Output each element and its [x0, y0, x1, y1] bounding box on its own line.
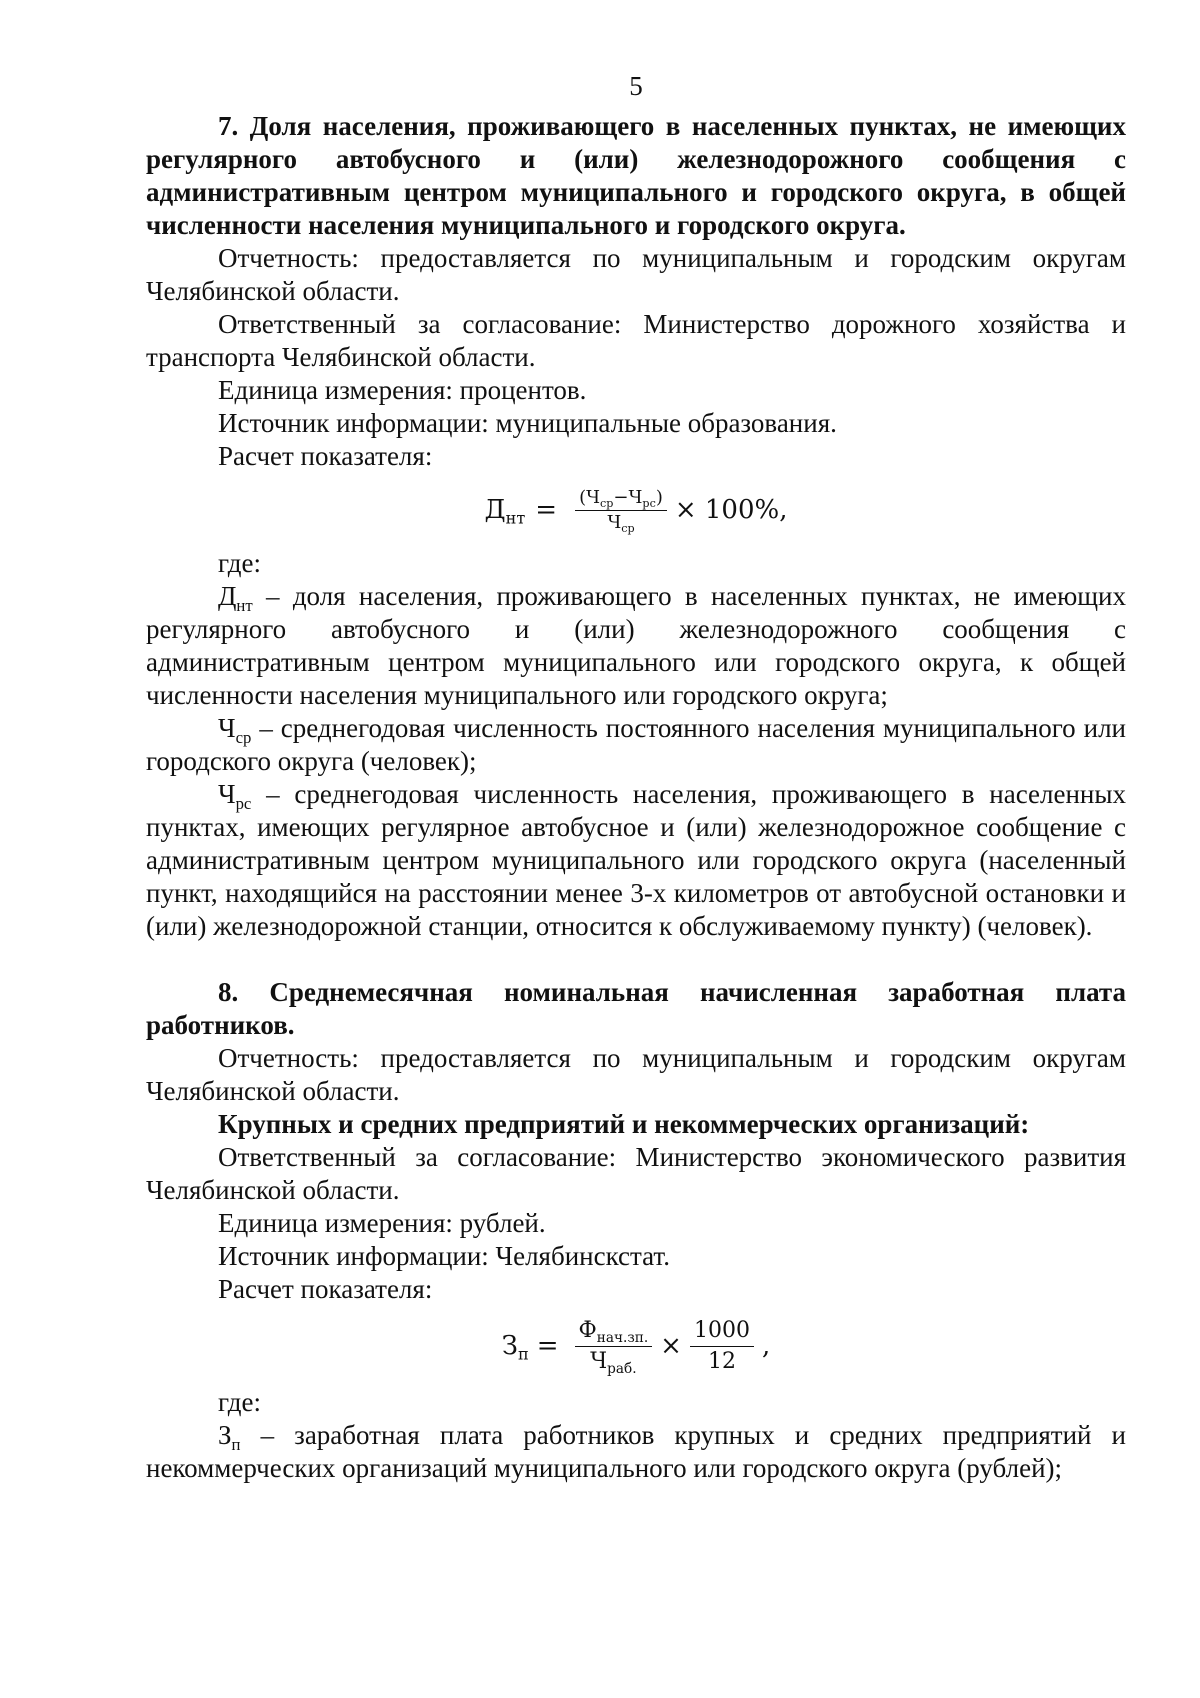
section-7-reporting: Отчетность: предоставляется по муниципальным и городским округам Челябинской области. [146, 243, 1126, 306]
section-7-responsible: Ответственный за согласование: Министерство дорожного хозяйства и транспорта Челябинской области. [146, 309, 1126, 372]
section-8-heading: 8. Среднемесячная номинальная начисленная заработная плата работников. [146, 977, 1126, 1040]
section-7-source: Источник информации: муниципальные образования. [218, 408, 837, 438]
section-7-unit: Единица измерения: процентов. [218, 375, 587, 405]
formula-fraction-2: $\frac{1000}{12}$ [690, 1317, 754, 1376]
formula-fraction: $\frac{(Ч_{ср}-Ч_{рс})}{Ч_{ср}}$ [575, 487, 667, 534]
section-8-reporting: Отчетность: предоставляется по муниципальным и городским округам Челябинской области. [146, 1043, 1126, 1106]
formula-fraction-1: $\frac{Ф_{нач.зп.}}{Ч_{раб.}}$ [575, 1317, 653, 1376]
formula-share-population: $Д_{нт}$ = $\frac{(Ч_{ср}-Ч_{рс})}{Ч_{ср}}$ × 100%, [484, 486, 788, 535]
definition-dnt: $Д_{нт}$ – доля населения, проживающего в населенных пунктах, не имеющих регулярного автобусного и (или) железнодорожного сообщения с административным центром муниципального или городского округа, к общей численности населения муниципального или городского округа; [146, 581, 1126, 710]
section-8-calc-label: Расчет показателя: [218, 1274, 433, 1304]
section-8-responsible: Ответственный за согласование: Министерство экономического развития Челябинской области. [146, 1142, 1126, 1205]
section-7-calc-label: Расчет показателя: [218, 441, 433, 471]
definition-chrs: $Ч_{рс}$ – среднегодовая численность населения, проживающего в населенных пунктах, имеющих регулярное автобусное и (или) железнодорожное сообщение с административным центром муниципального или городского округа (населенный пункт, находящийся на расстоянии менее 3-х километров от автобусной остановки и (или) железнодорожной станции, относится к обслуживаемому пункту) (человек). [146, 779, 1126, 941]
section-8-subheading: Крупных и средних предприятий и некоммерческих организаций: [218, 1109, 1030, 1139]
formula-lhs: $З_п$ [501, 1330, 529, 1364]
definition-zp: $З_п$ – заработная плата работников крупных и средних предприятий и некоммерческих организаций муниципального или городского округа (рублей); [146, 1420, 1126, 1483]
formula-salary: $З_п$ = $\frac{Ф_{нач.зп.}}{Ч_{раб.}}$ × $\frac{1000}{12}$ , [501, 1317, 771, 1377]
document-page [146, 70, 1126, 1485]
page-number: 5 [629, 71, 643, 101]
section-8-where: где: [218, 1387, 261, 1417]
section-8-unit: Единица измерения: рублей. [218, 1208, 546, 1238]
section-7-where: где: [218, 548, 261, 578]
section-8-source: Источник информации: Челябинскстат. [218, 1241, 670, 1271]
definition-chsr: $Ч_{ср}$ – среднегодовая численность постоянного населения муниципального или городского округа (человек); [146, 713, 1126, 776]
formula-tail: × 100%, [674, 494, 788, 525]
section-7-heading: 7. Доля населения, проживающего в населенных пунктах, не имеющих регулярного автобусного и (или) железнодорожного сообщения с административным центром муниципального и городского округа, в общей численности населения муниципального и городского округа. [146, 111, 1126, 240]
formula-lhs: $Д_{нт}$ [484, 494, 526, 528]
